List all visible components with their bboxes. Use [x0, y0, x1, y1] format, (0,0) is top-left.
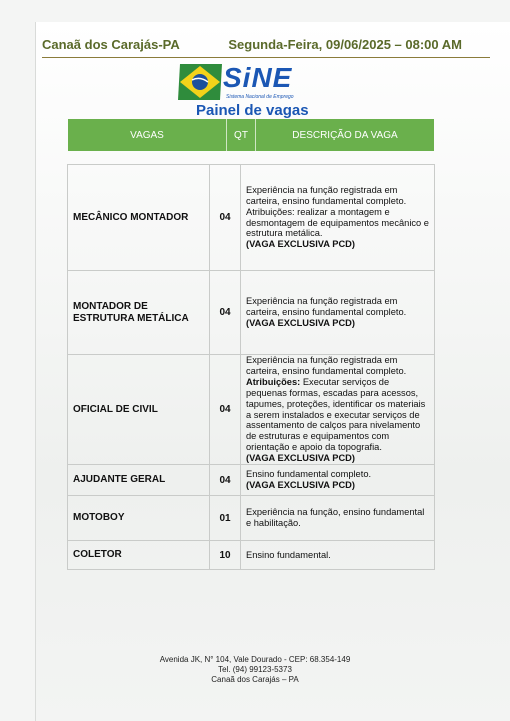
description-text-intro: Experiência na função registrada em carteira, ensino fundamental completo.: [246, 355, 407, 376]
header-city: Canaã dos Carajás-PA: [42, 37, 180, 52]
table-row: [68, 165, 435, 271]
pcd-note: (VAGA EXCLUSIVA PCD): [246, 480, 355, 491]
description-text: Experiência na função registrada em carteira, ensino fundamental completo. Atribuições: realizar a montagem e desmontagem de equipamentos mecânico e estrutura metálica.: [246, 184, 429, 239]
job-quantity: 01: [210, 496, 241, 541]
page-header: [42, 37, 462, 52]
description-text: Experiência na função registrada em carteira, ensino fundamental completo.: [246, 296, 407, 318]
job-description: [241, 355, 435, 465]
description-text: Ensino fundamental.: [246, 549, 331, 560]
header-date: Segunda-Feira, 09/06/2025 – 08:00 AM: [228, 37, 462, 52]
column-header-vagas: VAGAS: [68, 119, 227, 151]
description-text: Ensino fundamental completo.: [246, 469, 372, 480]
job-description: [241, 541, 435, 570]
description-text: Experiência na função, ensino fundamental e habilitação.: [246, 507, 425, 529]
description-attributions-label: Atribuições:: [246, 376, 301, 387]
column-header-description: DESCRIÇÃO DA VAGA: [292, 129, 398, 141]
table-row: [68, 541, 435, 570]
footer-phone: Tel. (94) 99123-5373: [218, 665, 292, 674]
job-title: OFICIAL DE CIVIL: [68, 355, 210, 465]
pcd-note: (VAGA EXCLUSIVA PCD): [246, 453, 355, 464]
job-title: MONTADOR DE ESTRUTURA METÁLICA: [68, 271, 210, 355]
pcd-note: (VAGA EXCLUSIVA PCD): [246, 317, 355, 328]
pcd-note: (VAGA EXCLUSIVA PCD): [246, 239, 355, 250]
job-title: COLETOR: [68, 541, 210, 570]
table-row: [68, 271, 435, 355]
job-description: [241, 496, 435, 541]
column-header-qt: QT: [227, 119, 256, 151]
job-quantity: 04: [210, 165, 241, 271]
job-title: MECÂNICO MONTADOR: [68, 165, 210, 271]
header-divider: [42, 57, 490, 58]
page-footer: [0, 655, 510, 685]
job-title: AJUDANTE GERAL: [68, 465, 210, 496]
job-title: MOTOBOY: [68, 496, 210, 541]
job-quantity: 10: [210, 541, 241, 570]
brazil-flag-icon: [176, 60, 224, 104]
sine-logo: [176, 60, 326, 104]
table-header: [68, 119, 434, 151]
jobs-table: [67, 164, 435, 570]
footer-city: Canaã dos Carajás – PA: [211, 675, 299, 684]
logo-subtitle: Sistema Nacional de Emprego: [226, 94, 294, 100]
table-row: [68, 355, 435, 465]
table-row: [68, 496, 435, 541]
job-description: [241, 271, 435, 355]
panel-title: Painel de vagas: [196, 102, 309, 119]
description-text-details: Executar serviços de pequenas formas, escadas para acessos, tapumes, proteções, identificar os materiais a serem instalados e executar serviços de assentamento de calços para nivelamento de estruturas e equipamentos com orientação e apoio da topografia.: [246, 376, 426, 453]
job-quantity: 04: [210, 465, 241, 496]
footer-address: Avenida JK, N° 104, Vale Dourado - CEP: 68.354-149: [159, 655, 351, 664]
job-quantity: 04: [210, 271, 241, 355]
job-description: [241, 465, 435, 496]
job-quantity: 04: [210, 355, 241, 465]
logo-text: SiNE: [223, 62, 293, 93]
table-row: [68, 465, 435, 496]
job-description: [241, 165, 435, 271]
